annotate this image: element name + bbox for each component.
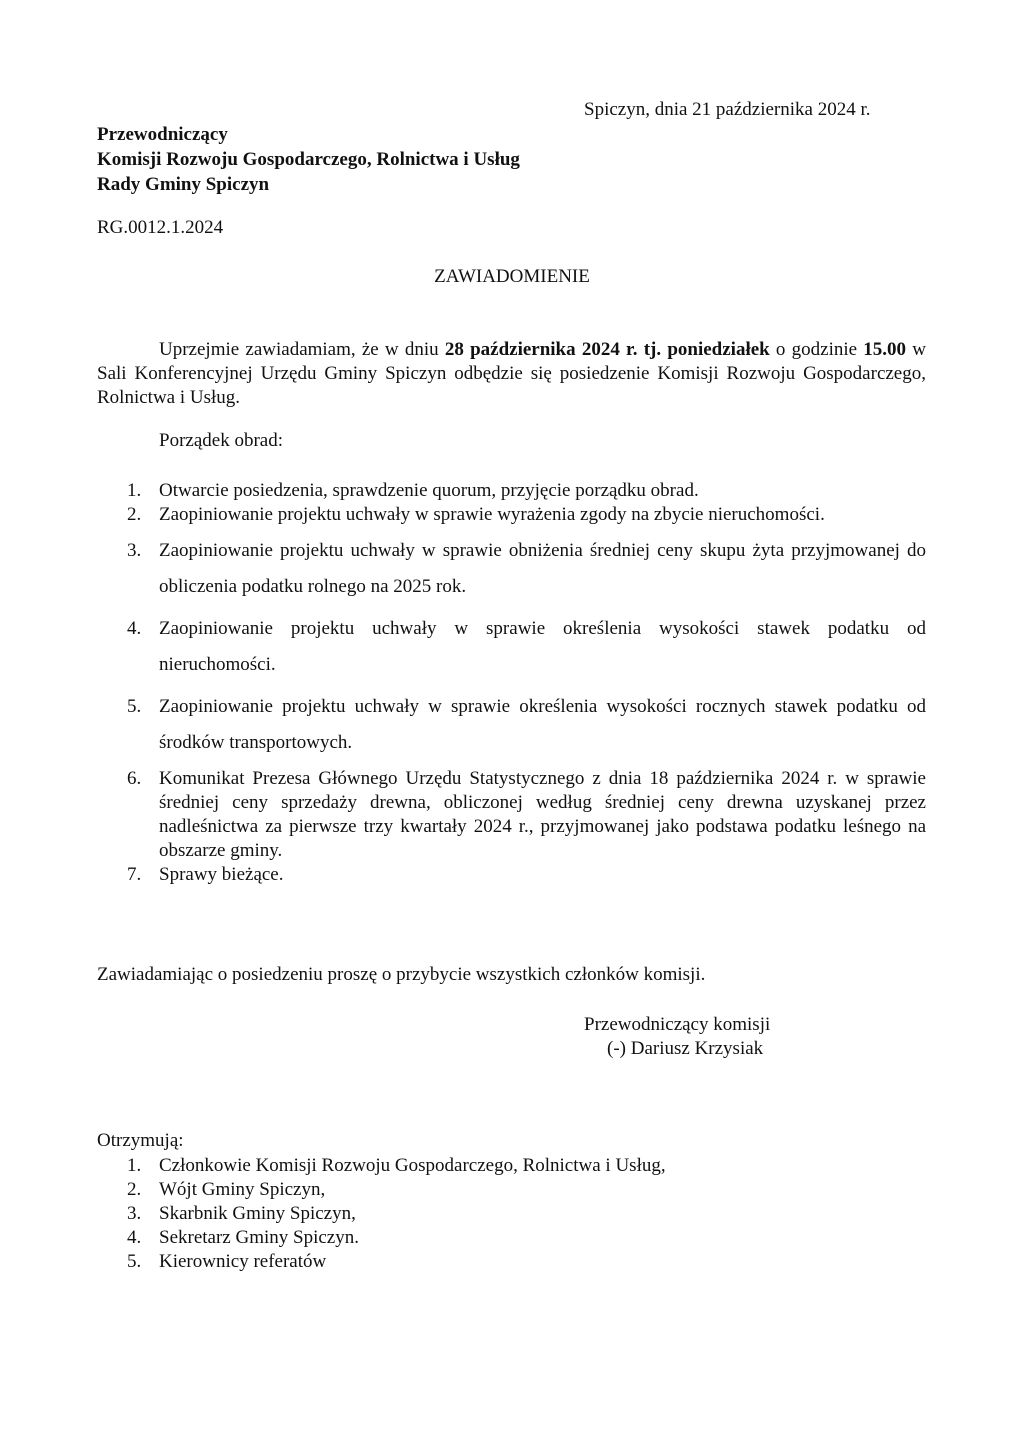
agenda-item-number: 5. — [127, 696, 142, 717]
recipient-number: 1. — [127, 1155, 142, 1176]
recipients-label: Otrzymują: — [97, 1130, 184, 1151]
closing-sentence: Zawiadamiając o posiedzeniu proszę o przybycie wszystkich członków komisji. — [97, 964, 706, 985]
recipient-text: Członkowie Komisji Rozwoju Gospodarczego, Rolnictwa i Usług, — [159, 1155, 666, 1176]
agenda-item — [97, 611, 926, 683]
agenda-item-number: 4. — [127, 618, 142, 639]
agenda-item-text: Sprawy bieżące. — [159, 864, 284, 885]
agenda-label: Porządek obrad: — [159, 430, 283, 451]
recipient-text: Kierownicy referatów — [159, 1251, 327, 1272]
recipient-text: Wójt Gminy Spiczyn, — [159, 1179, 326, 1200]
agenda-item-number: 1. — [127, 480, 142, 501]
agenda-item-text: Zaopiniowanie projektu uchwały w sprawie określenia wysokości stawek podatku od nieruchomości. — [159, 618, 926, 675]
meeting-time: 15.00 — [863, 339, 907, 360]
agenda-list — [97, 479, 926, 887]
recipient-text: Skarbnik Gminy Spiczyn, — [159, 1203, 356, 1224]
sender-block — [97, 122, 520, 197]
agenda-item-text: Zaopiniowanie projektu uchwały w sprawie obniżenia średniej ceny skupu żyta przyjmowanej do obliczenia podatku rolnego na 2025 rok. — [159, 540, 926, 597]
agenda-item-text: Zaopiniowanie projektu uchwały w sprawie określenia wysokości rocznych stawek podatku od środków transportowych. — [159, 696, 926, 753]
recipient-text: Sekretarz Gminy Spiczyn. — [159, 1227, 359, 1248]
sender-line: Komisji Rozwoju Gospodarczego, Rolnictwa i Usług — [97, 149, 520, 170]
recipient-item — [97, 1178, 926, 1202]
sender-line: Przewodniczący — [97, 124, 228, 145]
recipient-number: 5. — [127, 1251, 142, 1272]
signature-role: Przewodniczący komisji — [584, 1014, 771, 1035]
agenda-item-number: 7. — [127, 864, 142, 885]
agenda-item-number: 3. — [127, 540, 142, 561]
recipient-item — [97, 1154, 926, 1178]
document-title: ZAWIADOMIENIE — [434, 266, 590, 287]
recipient-number: 3. — [127, 1203, 142, 1224]
agenda-item-number: 2. — [127, 504, 142, 525]
agenda-item-text: Zaopiniowanie projektu uchwały w sprawie wyrażenia zgody na zbycie nieruchomości. — [159, 504, 825, 525]
agenda-item — [97, 863, 926, 887]
reference-number: RG.0012.1.2024 — [97, 217, 224, 238]
recipient-item — [97, 1202, 926, 1226]
notice-text: w Sali Konferencyjnej Urzędu Gminy Spiczyn odbędzie się posiedzenie Komisji Rozwoju Gospodarczego, Rolnictwa i Usług. — [97, 339, 926, 408]
agenda-item — [97, 689, 926, 761]
agenda-item-text: Komunikat Prezesa Głównego Urzędu Statystycznego z dnia 18 października 2024 r. w sprawie średniej ceny sprzedaży drewna, obliczonej według średniej ceny drewna uzyskanej przez nadleśnictwa za pierwsze trzy kwartały 2024 r., przyjmowanej jako podstawa podatku leśnego na obszarze gminy. — [159, 768, 926, 861]
agenda-item — [97, 767, 926, 863]
notice-text: o godzinie — [769, 339, 864, 360]
agenda-item-number: 6. — [127, 768, 142, 789]
sender-line: Rady Gminy Spiczyn — [97, 174, 270, 195]
signature-name: (-) Dariusz Krzysiak — [607, 1038, 764, 1059]
agenda-item — [97, 533, 926, 605]
recipient-item — [97, 1226, 926, 1250]
meeting-date: 28 października 2024 r. tj. poniedziałek — [444, 339, 770, 360]
recipients-list — [97, 1154, 926, 1274]
recipient-number: 2. — [127, 1179, 142, 1200]
agenda-item — [97, 479, 926, 503]
recipient-item — [97, 1250, 926, 1274]
notice-text: Uprzejmie zawiadamiam, że w dniu — [159, 339, 445, 360]
recipient-number: 4. — [127, 1227, 142, 1248]
agenda-item-text: Otwarcie posiedzenia, sprawdzenie quorum, przyjęcie porządku obrad. — [159, 480, 699, 501]
notice-paragraph — [97, 338, 926, 410]
agenda-item — [97, 503, 926, 527]
place-date: Spiczyn, dnia 21 października 2024 r. — [584, 99, 871, 120]
